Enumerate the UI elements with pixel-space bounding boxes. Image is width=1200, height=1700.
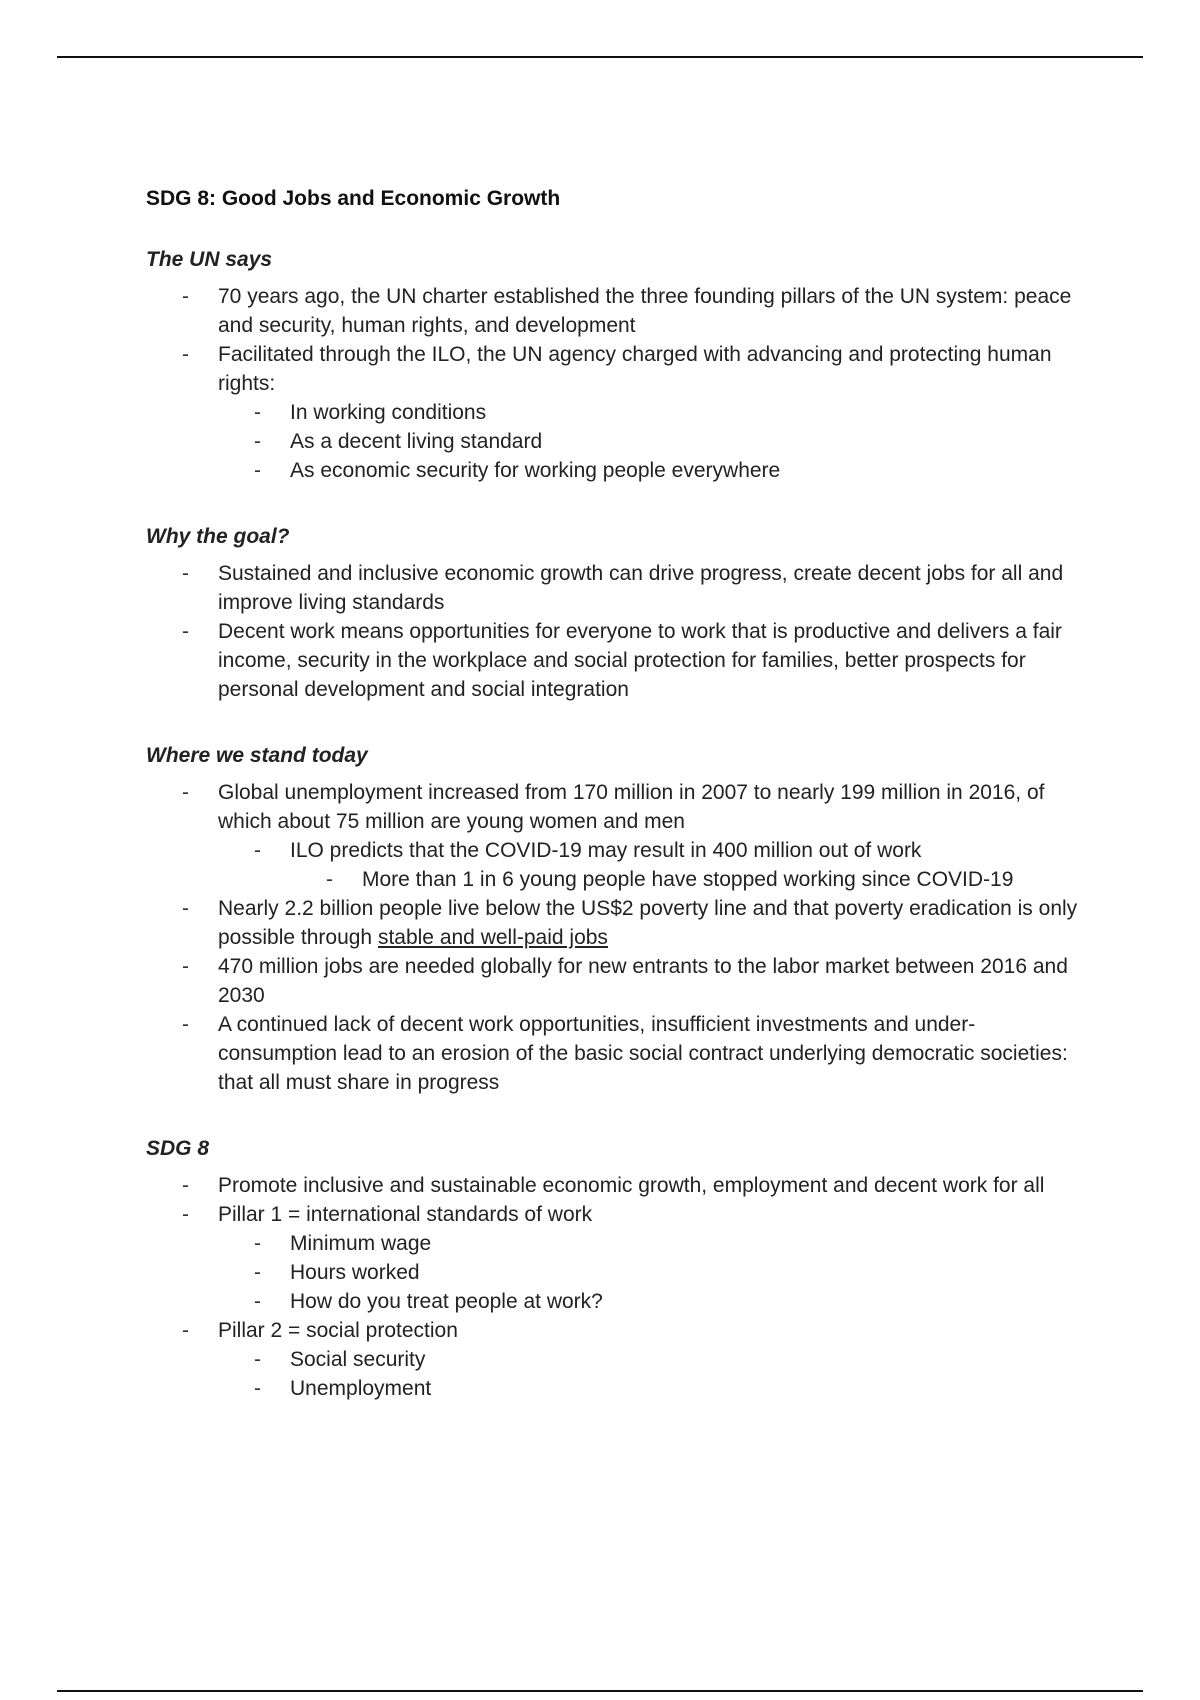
list-item: - As economic security for working people everywhere	[218, 456, 1086, 485]
bullet-marker: -	[182, 562, 189, 585]
sub-bullet-list	[218, 1229, 1086, 1316]
bullet-marker: -	[254, 430, 261, 453]
bullet-marker: -	[182, 620, 189, 643]
bullet-marker: -	[182, 285, 189, 308]
bullet-marker: -	[254, 459, 261, 482]
section-heading: The UN says	[146, 248, 273, 271]
bullet-marker: -	[254, 1232, 261, 1255]
list-item: - 70 years ago, the UN charter established the three founding pillars of the UN system: peace and security, human rights, and development	[146, 282, 1086, 340]
bullet-list	[146, 1171, 1086, 1403]
list-item: - Nearly 2.2 billion people live below the US$2 poverty line and that poverty eradication is only possible through stable and well-paid jobs	[146, 894, 1086, 952]
section-heading: Where we stand today	[146, 744, 368, 767]
list-item: - Unemployment	[218, 1374, 1086, 1403]
bullet-marker: -	[254, 1290, 261, 1313]
bullet-marker: -	[182, 1013, 189, 1036]
list-item: - Social security	[218, 1345, 1086, 1374]
list-item: - Pillar 1 = international standards of work - Minimum wage - Hours worked - How do you treat people at work?	[146, 1200, 1086, 1316]
list-item: - Pillar 2 = social protection - Social security - Unemployment	[146, 1316, 1086, 1403]
bullet-marker: -	[326, 868, 333, 891]
bullet-list	[146, 559, 1086, 704]
sub-sub-bullet-list	[290, 865, 1086, 894]
list-item: - ILO predicts that the COVID-19 may result in 400 million out of work - More than 1 in 6 young people have stopped working since COVID-19	[218, 836, 1086, 894]
list-item: - Sustained and inclusive economic growth can drive progress, create decent jobs for all and improve living standards	[146, 559, 1086, 617]
bullet-marker: -	[254, 839, 261, 862]
sub-bullet-list	[218, 398, 1086, 485]
list-item: - How do you treat people at work?	[218, 1287, 1086, 1316]
section-heading: SDG 8	[146, 1137, 210, 1160]
section-sdg-8	[146, 1135, 1086, 1403]
list-item: - More than 1 in 6 young people have stopped working since COVID-19	[290, 865, 1086, 894]
list-item: - As a decent living standard	[218, 427, 1086, 456]
bullet-marker: -	[182, 1319, 189, 1342]
section-heading: Why the goal?	[146, 525, 290, 548]
list-item: - Minimum wage	[218, 1229, 1086, 1258]
bullet-marker: -	[254, 401, 261, 424]
document-title: SDG 8: Good Jobs and Economic Growth	[146, 187, 561, 210]
section-un-says	[146, 246, 1086, 485]
list-item: - 470 million jobs are needed globally for new entrants to the labor market between 2016 and 2030	[146, 952, 1086, 1010]
document-body	[146, 186, 1086, 1403]
bullet-marker: -	[254, 1348, 261, 1371]
bullet-marker: -	[182, 897, 189, 920]
section-why-goal	[146, 523, 1086, 704]
header-rule	[57, 56, 1143, 58]
list-item: - Promote inclusive and sustainable economic growth, employment and decent work for all	[146, 1171, 1086, 1200]
bullet-marker: -	[182, 1174, 189, 1197]
list-item: - In working conditions	[218, 398, 1086, 427]
bullet-marker: -	[254, 1261, 261, 1284]
bullet-marker: -	[182, 343, 189, 366]
bullet-marker: -	[182, 1203, 189, 1226]
bullet-marker: -	[182, 781, 189, 804]
bullet-marker: -	[254, 1377, 261, 1400]
list-item: - A continued lack of decent work opportunities, insufficient investments and under-consumption lead to an erosion of the basic social contract underlying democratic societies: that all must share in progress	[146, 1010, 1086, 1097]
list-item: - Decent work means opportunities for everyone to work that is productive and delivers a fair income, security in the workplace and social protection for families, better prospects for personal development and social integration	[146, 617, 1086, 704]
footer-rule	[57, 1690, 1143, 1692]
bullet-marker: -	[182, 955, 189, 978]
list-item: - Global unemployment increased from 170 million in 2007 to nearly 199 million in 2016, of which about 75 million are young women and men - ILO predicts that the COVID-19 may result in 400 million out of work - More than 1 in 6 young people have stopped working since COVID-19	[146, 778, 1086, 894]
list-item: - Facilitated through the ILO, the UN agency charged with advancing and protecting human rights: - In working conditions - As a decent living standard - As economic security for working people everywhere	[146, 340, 1086, 485]
section-where-we-stand	[146, 742, 1086, 1097]
list-item: - Hours worked	[218, 1258, 1086, 1287]
sub-bullet-list	[218, 1345, 1086, 1403]
bullet-list	[146, 778, 1086, 1097]
underlined-phrase: stable and well-paid jobs	[377, 926, 608, 949]
sub-bullet-list	[218, 836, 1086, 894]
bullet-list	[146, 282, 1086, 485]
